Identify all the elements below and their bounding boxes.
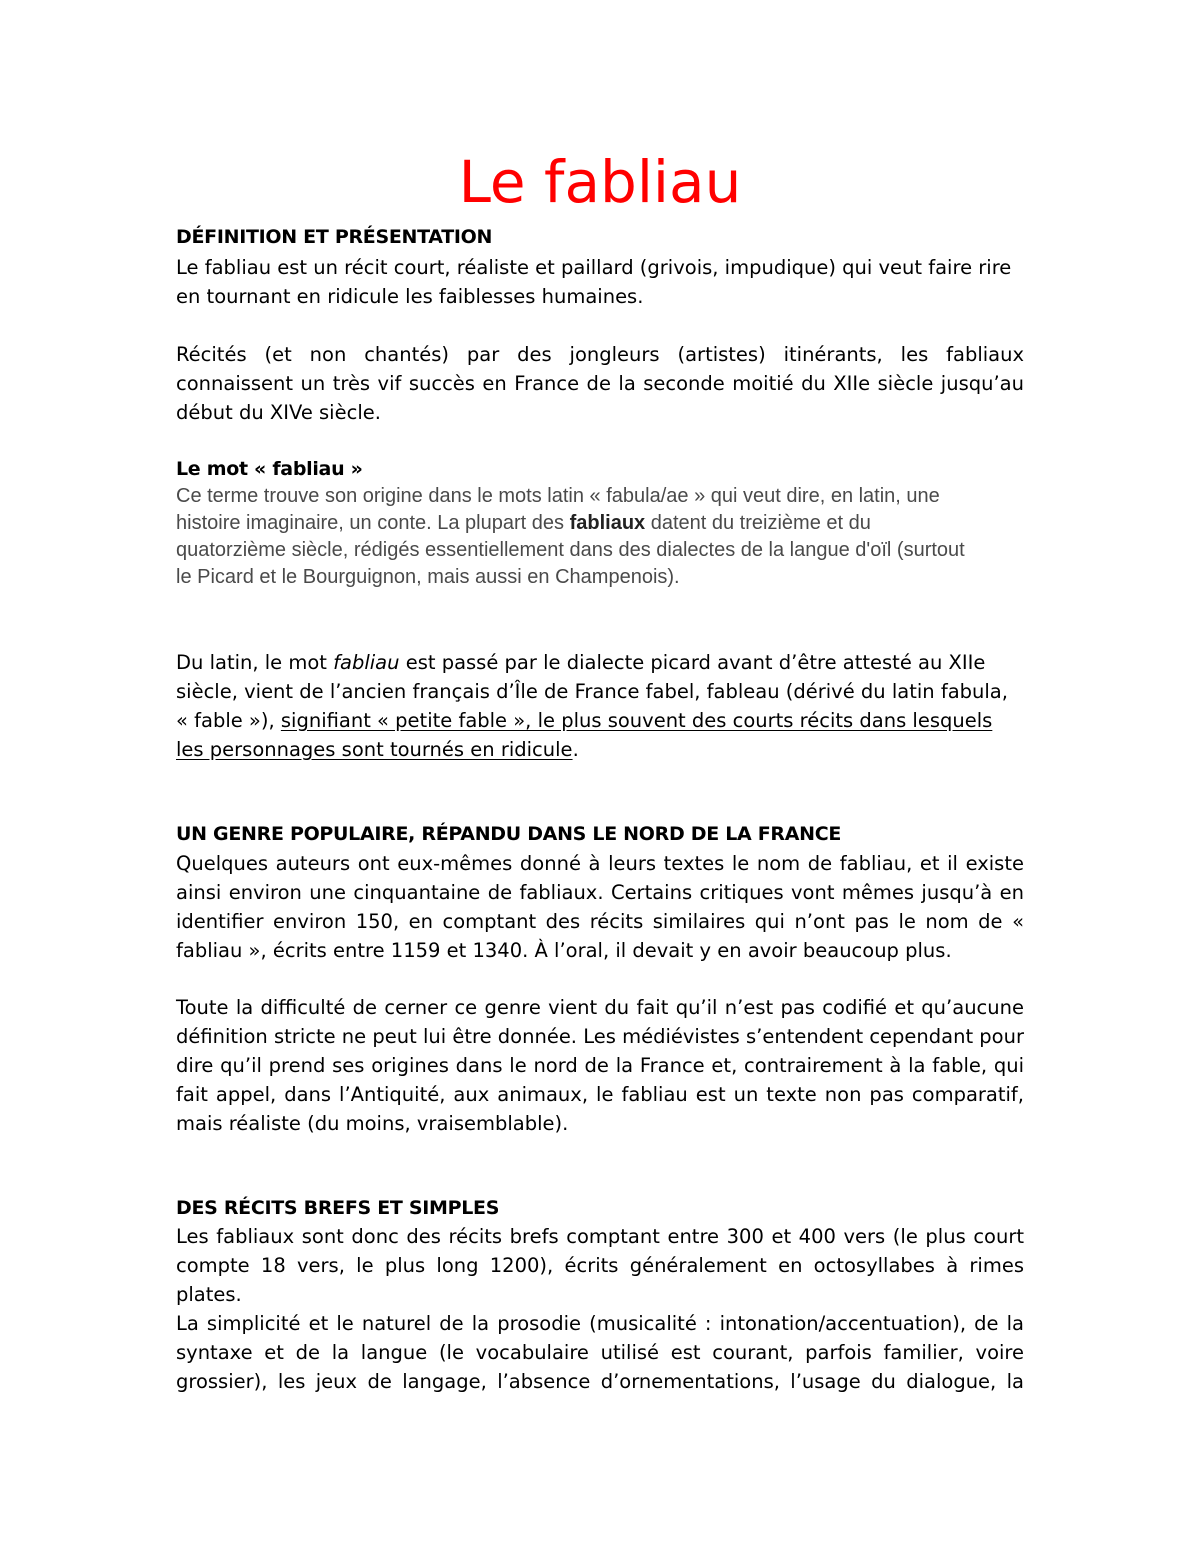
paragraph-vers: Les fabliaux sont donc des récits brefs comptant entre 300 et 400 vers (le plus court compte 18 vers, le plus long 1200), écrits généralement en octosyllabes à rimes plates.	[176, 1225, 1024, 1306]
du-latin-underlined: signifiant « petite fable », le plus souvent des courts récits dans lesquels les personnages sont tournés en ridicule	[176, 709, 993, 761]
paragraph-origine	[176, 483, 976, 591]
paragraph-simplicite: La simplicité et le naturel de la prosodie (musicalité : intonation/accentuation), de la syntaxe et de la langue (le vocabulaire utilisé est courant, parfois familier, voire grossier), les jeux de langage, l’absence d’ornementations, l’usage du dialogue, la	[176, 1312, 1024, 1393]
paragraph-recites: Récités (et non chantés) par des jongleurs (artistes) itinérants, les fabliaux connaissent un très vif succès en France de la seconde moitié du XIIe siècle jusqu’au début du XIVe siècle.	[176, 343, 1024, 424]
origine-text-1: Ce terme trouve son origine dans le mots latin « fabula/ae » qui veut dire, en latin, une histoire imaginaire, un conte. La plupart des	[176, 485, 940, 534]
du-latin-italic-fabliau: fabliau	[333, 651, 400, 674]
paragraph-du-latin	[176, 648, 1024, 764]
paragraph-difficulte: Toute la difficulté de cerner ce genre vient du fait qu’il n’est pas codifié et qu’aucune définition stricte ne peut lui être donnée. Les médiévistes s’entendent cependant pour dire qu’il prend ses origines dans le nord de la France et, contrairement à la fable, qui fait appel, dans l’Antiquité, aux animaux, le fabliau est un texte non pas comparatif, mais réaliste (du moins, vraisemblable).	[176, 996, 1024, 1135]
section-heading-genre-populaire: UN GENRE POPULAIRE, RÉPANDU DANS LE NORD DE LA FRANCE	[176, 823, 842, 845]
origine-bold-fabliaux: fabliaux	[569, 512, 646, 534]
section-heading-recits-brefs: DES RÉCITS BREFS ET SIMPLES	[176, 1197, 500, 1219]
paragraph-definition: Le fabliau est un récit court, réaliste et paillard (grivois, impudique) qui veut faire rire en tournant en ridicule les faiblesses humaines.	[176, 256, 1012, 308]
section-heading-definition: DÉFINITION ET PRÉSENTATION	[176, 226, 493, 248]
du-latin-text-2: est passé par le dialecte picard avant d’être attesté au XIIe siècle, vient de l’ancien français d’Île de France fabel, fableau (dérivé du latin fabula, « fable »),	[176, 651, 1008, 732]
section-heading-mot-fabliau: Le mot « fabliau »	[176, 458, 363, 480]
du-latin-text-1: Du latin, le mot	[176, 651, 334, 674]
origine-text-2: datent du treizième et du quatorzième siècle, rédigés essentiellement dans des dialectes de la langue d'oïl (surtout le Picard et le Bourguignon, mais aussi en Champenois).	[176, 512, 965, 588]
paragraph-auteurs: Quelques auteurs ont eux-mêmes donné à leurs textes le nom de fabliau, et il existe ainsi environ une cinquantaine de fabliaux. Certains critiques vont mêmes jusqu’à en identifier environ 150, en comptant des récits similaires qui n’ont pas le nom de « fabliau », écrits entre 1159 et 1340. À l’oral, il devait y en avoir beaucoup plus.	[176, 852, 1024, 962]
du-latin-end: .	[572, 738, 579, 761]
document-title: Le fabliau	[458, 148, 742, 216]
